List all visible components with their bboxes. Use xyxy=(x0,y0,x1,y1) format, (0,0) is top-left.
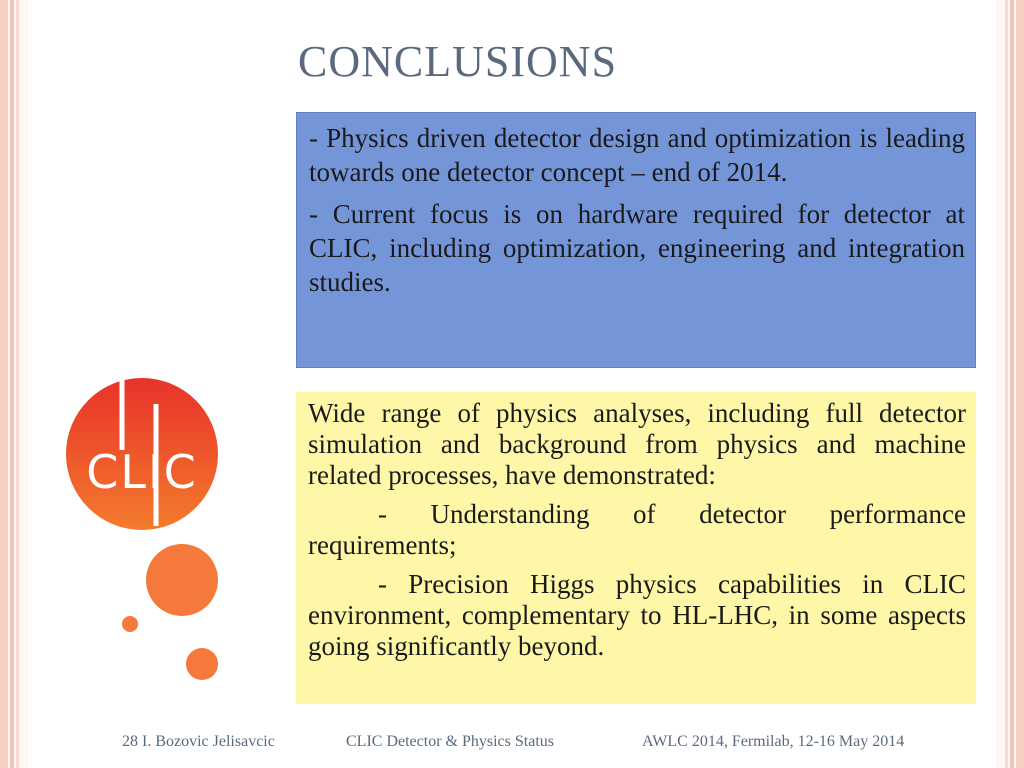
footer-center: CLIC Detector & Physics Status xyxy=(346,733,554,750)
footer-page-author: 28 I. Bozovic Jelisavcic xyxy=(122,733,275,750)
left-border-stripe xyxy=(10,0,14,768)
yellow-item-1: - Understanding of detector performance requirements; xyxy=(308,499,966,560)
clic-logo-icon xyxy=(64,376,220,532)
decorative-dot xyxy=(122,616,138,632)
decorative-dot xyxy=(186,648,218,680)
left-border-stripe xyxy=(16,0,19,768)
decorative-dot xyxy=(146,544,218,616)
yellow-item-2: - Precision Higgs physics capabilities in CLIC environment, complementary to HL-LHC, in some aspects going significantly beyond. xyxy=(308,569,966,661)
logo-text: CLIC xyxy=(86,445,198,499)
right-border-stripe xyxy=(1005,0,1008,768)
slide-title: CONCLUSIONS xyxy=(298,37,618,86)
right-border-stripe xyxy=(1010,0,1014,768)
right-border-stripe xyxy=(1016,0,1024,768)
blue-text-box xyxy=(296,112,976,368)
left-border-stripe xyxy=(0,0,8,768)
blue-paragraph-1: - Physics driven detector design and optimization is leading towards one detector concept – end of 2014. xyxy=(309,123,965,187)
yellow-intro: Wide range of physics analyses, including full detector simulation and background from physics and machine related processes, have demonstrated: xyxy=(308,398,966,490)
blue-paragraph-2: - Current focus is on hardware required for detector at CLIC, including optimization, engineering and integration studies. xyxy=(309,199,965,297)
footer-event: AWLC 2014, Fermilab, 12-16 May 2014 xyxy=(642,733,905,750)
yellow-text-box xyxy=(296,392,976,704)
